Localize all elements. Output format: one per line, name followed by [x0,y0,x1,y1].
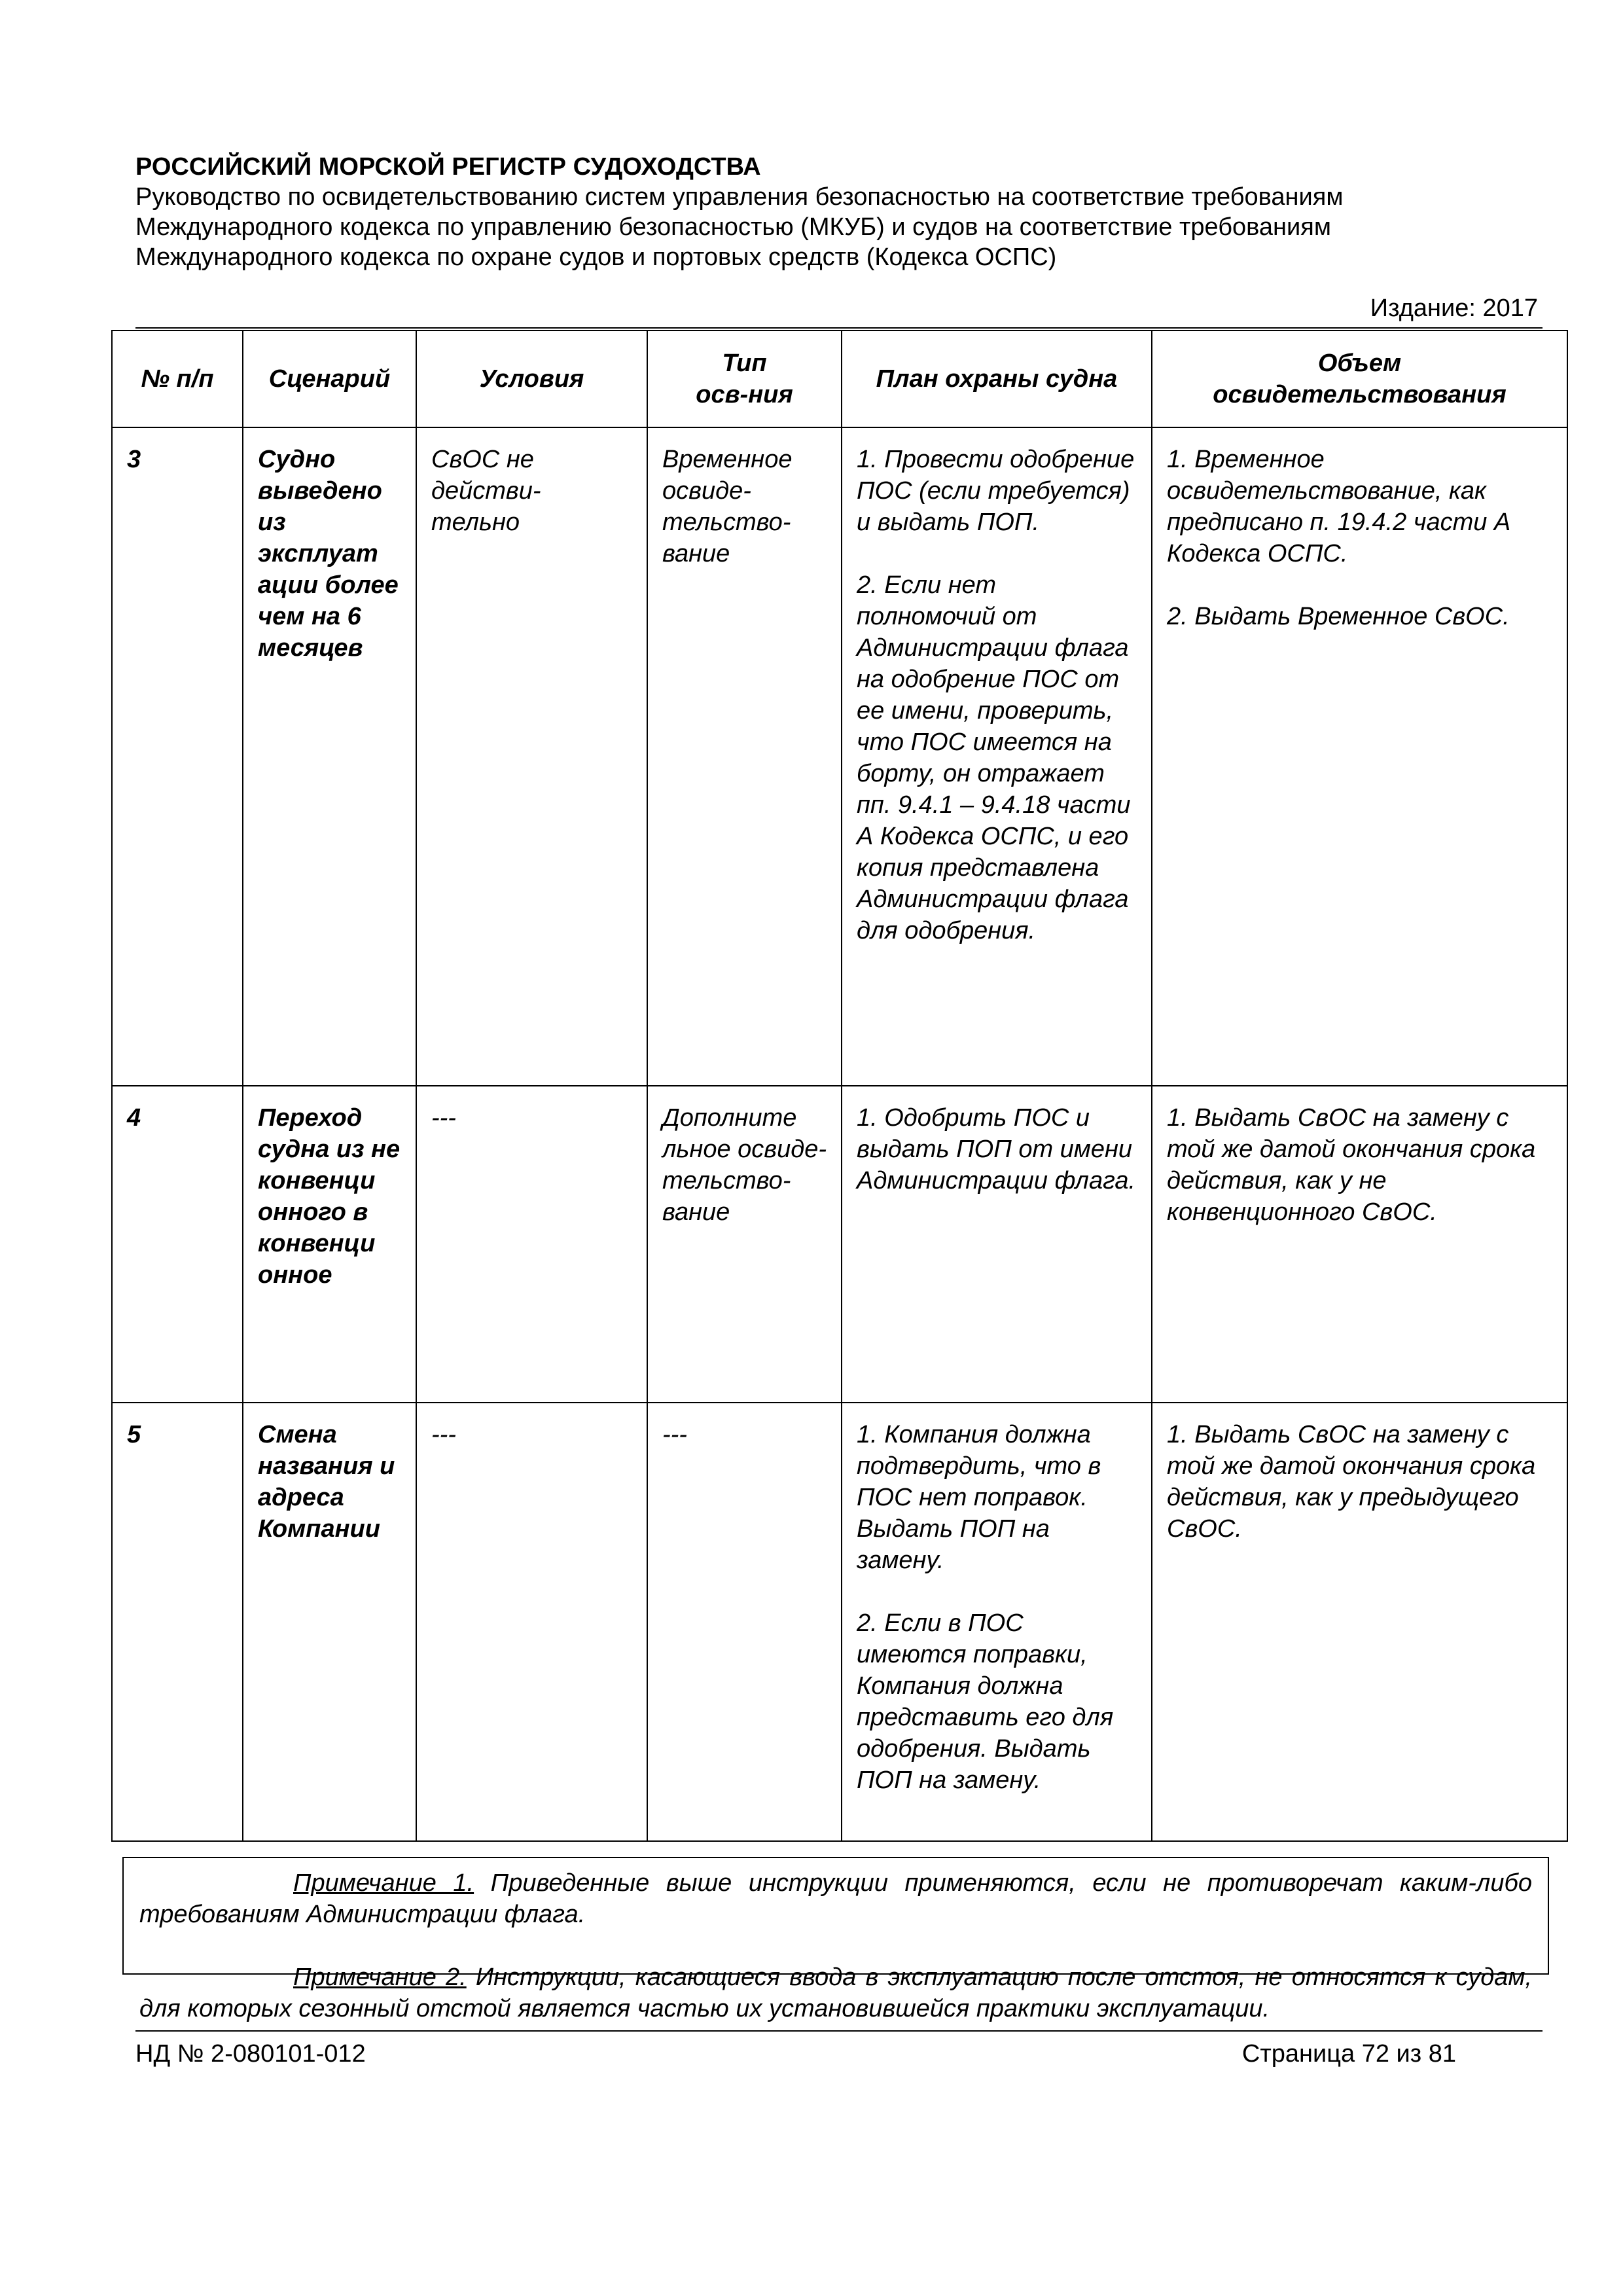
column-header-survey-scope [1152,331,1567,427]
row-ship-security-plan [842,1086,1152,1403]
note-1-text: Приведенные выше инструкции применяются, если не противоречат каким-либо требованиям Администрации флага. [139,1869,1532,1928]
row-scenario: Смена названия и адреса Компании [243,1403,416,1841]
notes-box [122,1857,1549,2022]
column-header-ship-security-plan: План охраны судна [842,331,1152,427]
column-header-scenario: Сценарий [243,331,416,427]
organization-name: РОССИЙСКИЙ МОРСКОЙ РЕГИСТР СУДОХОДСТВА [135,153,761,181]
row-number: 4 [112,1086,243,1403]
column-header-survey-type-line-1: Тип [722,350,767,377]
column-header-survey-type-line-2: осв-ния [696,381,793,408]
row-ship-security-plan [842,427,1152,1086]
plan-paragraph-2: 2. Если нет полномочий от Администрации флага на одобрение ПОС от ее имени, проверить, что ПОС имеется на борту, он отражает пп. 9.4.1 – 9.4.18 части А Кодекса ОСПС, и его копия представлена Администрации флага для одобрения. [857,571,1131,944]
note-2-label: Примечание 2. [293,1964,467,1991]
note-2-text: Инструкции, касающиеся ввода в эксплуатацию после отстоя, не относятся к судам, для которых сезонный отстой является частью их установившейся практики эксплуатации. [139,1964,1532,2022]
plan-paragraph-1: 1. Провести одобрение ПОС (если требуется) и выдать ПОП. [857,446,1135,536]
document-header [135,152,1543,272]
footer-divider [135,2030,1543,2032]
edition-label: Издание: 2017 [1370,295,1538,322]
row-scenario: Судно выведено из эксплуат ации более чем на 6 месяцев [243,427,416,1086]
page-number: Страница 72 из 81 [1241,2040,1456,2068]
scenario-table [111,330,1568,1842]
plan-paragraph-1: 1. Компания должна подтвердить, что в ПОС нет поправок. Выдать ПОП на замену. [857,1421,1101,1574]
scope-paragraph-1: 1. Временное освидетельствование, как предписано п. 19.4.2 части А Кодекса ОСПС. [1167,446,1511,567]
document-number: НД № 2-080101-012 [135,2040,366,2068]
row-conditions: СвОС не действи- тельно [416,427,647,1086]
column-header-number: № п/п [112,331,243,427]
plan-paragraph-2: 2. Если в ПОС имеются поправки, Компания должна представить его для одобрения. Выдать ПОП на замену. [857,1609,1114,1794]
document-title-line-3: Международного кодекса по охране судов и портовых средств (Кодекса ОСПС) [135,243,1057,271]
table-header-row [112,331,1567,427]
row-conditions: --- [416,1403,647,1841]
row-ship-security-plan [842,1403,1152,1841]
column-header-survey-scope-line-2: освидетельствования [1213,381,1507,408]
column-header-survey-type [647,331,842,427]
scope-paragraph-2: 2. Выдать Временное СвОС. [1167,603,1510,630]
row-survey-scope [1152,427,1567,1086]
scope-paragraph-1: 1. Выдать СвОС на замену с той же датой окончания срока действия, как у предыдущего СвОС. [1167,1421,1536,1543]
note-2 [139,1962,1532,2024]
column-header-survey-scope-line-1: Объем [1317,350,1402,377]
plan-paragraph-1: 1. Одобрить ПОС и выдать ПОП от имени Администрации флага. [857,1104,1136,1194]
document-title-line-1: Руководство по освидетельствованию систем управления безопасностью на соответствие требованиям [135,183,1344,211]
document-title-line-2: Международного кодекса по управлению безопасностью (МКУБ) и судов на соответствие требованиям [135,213,1331,241]
note-1 [139,1867,1532,1930]
note-1-label: Примечание 1. [293,1869,474,1897]
row-scenario: Переход судна из не конвенци онного в конвенци онное [243,1086,416,1403]
table-row [112,1403,1567,1841]
row-conditions: --- [416,1086,647,1403]
header-divider [135,327,1543,329]
row-survey-type: Дополните льное освиде- тельство- вание [647,1086,842,1403]
table-row [112,427,1567,1086]
table-row [112,1086,1567,1403]
scope-paragraph-1: 1. Выдать СвОС на замену с той же датой окончания срока действия, как у не конвенционного СвОС. [1167,1104,1536,1226]
row-survey-type: Временное освиде- тельство- вание [647,427,842,1086]
column-header-conditions: Условия [416,331,647,427]
row-survey-scope [1152,1403,1567,1841]
row-survey-scope [1152,1086,1567,1403]
row-number: 5 [112,1403,243,1841]
row-survey-type: --- [647,1403,842,1841]
row-number: 3 [112,427,243,1086]
